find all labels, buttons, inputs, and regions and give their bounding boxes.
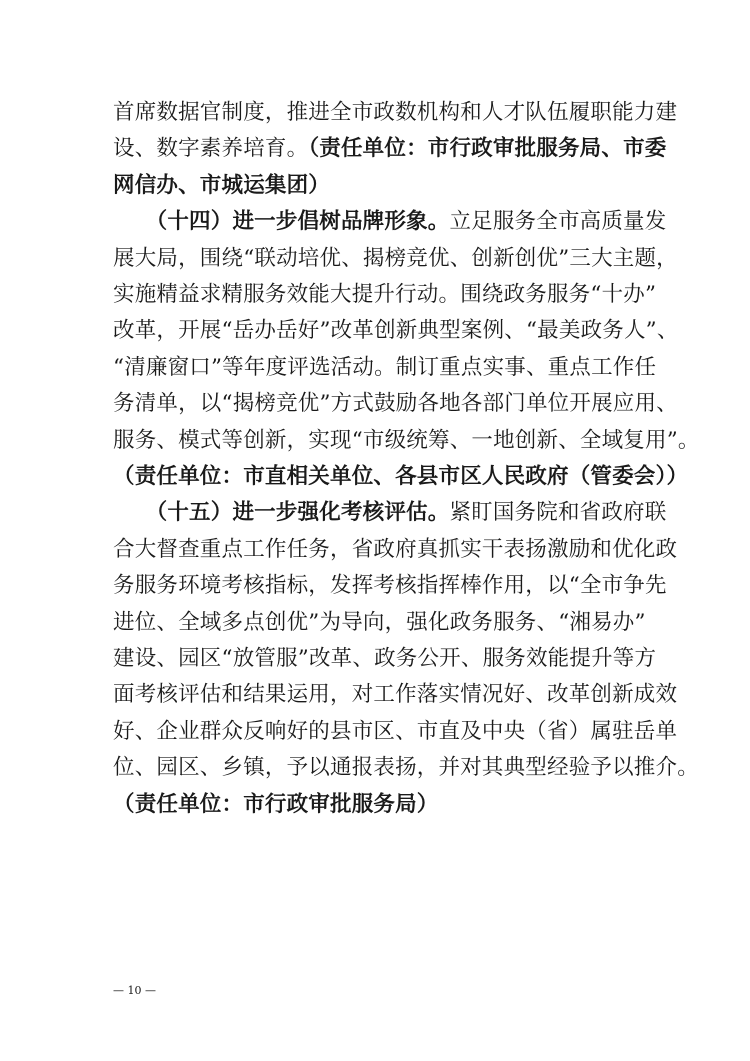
text-run: 合大督查重点工作任务，省政府真抓实干表扬激励和优化政 (113, 536, 678, 562)
text-run: 立足服务全市高质量发 (449, 209, 667, 235)
bold-text-run: （责任单位：市行政审批服务局） (113, 791, 439, 817)
text-line (113, 534, 678, 566)
text-line (113, 243, 678, 275)
text-line (113, 388, 678, 420)
bold-text-run: 网信办、市城运集团） (113, 172, 331, 198)
text-run: 务服务环境考核指标，发挥考核指挥棒作用，以“全市争先 (113, 573, 667, 599)
text-line (113, 570, 667, 602)
text-line (113, 607, 646, 639)
text-line (113, 279, 657, 311)
text-run: 务清单，以“揭榜竞优”方式鼓励各地各部门单位开展应用、 (113, 391, 678, 417)
bold-text-run: （责任单位：市直相关单位、各县市区人民政府（管委会）） (113, 464, 689, 489)
text-line (113, 497, 667, 529)
text-run: 进位、全域多点创优”为导向，强化政务服务、“湘易办” (113, 609, 646, 635)
page-number: — 10 — (113, 984, 156, 997)
text-run: 位、园区、乡镇，予以通报表扬，并对其典型经验予以推介。 (113, 755, 699, 781)
bold-text-run: （十四）进一步倡树品牌形象。 (113, 209, 450, 235)
text-line (113, 170, 643, 202)
text-run: 好、企业群众反响好的县市区、市直及中央（省）属驻岳单 (113, 718, 678, 744)
text-line (113, 789, 643, 821)
text-run: 面考核评估和结果运用，对工作落实情况好、改革创新成效 (113, 682, 678, 708)
text-line (113, 352, 657, 384)
text-line (113, 97, 678, 129)
text-line (113, 461, 689, 493)
text-run: 建设、园区“放管服”改革、政务公开、服务效能提升等方 (113, 646, 657, 671)
text-run: 首席数据官制度，推进全市政数机构和人才队伍履职能力建 (113, 100, 678, 125)
text-line (113, 716, 678, 748)
text-run: “清廉窗口”等年度评选活动。制订重点实事、重点工作任 (113, 354, 657, 380)
text-run: 改革，开展“岳办岳好”改革创新典型案例、“最美政务人”、 (113, 318, 679, 344)
bold-text-run: （责任单位：市行政审批服务局、市委 (308, 136, 667, 162)
text-line (113, 425, 700, 457)
text-run: 紧盯国务院和省政府联 (449, 500, 667, 526)
text-line (113, 752, 699, 784)
text-run: 设、数字素养培育。 (113, 136, 309, 162)
text-line (113, 133, 667, 165)
text-line (113, 315, 679, 347)
text-run: 服务、模式等创新，实现“市级统筹、一地创新、全域复用”。 (113, 427, 700, 453)
bold-text-run: （十五）进一步强化考核评估。 (113, 500, 450, 526)
text-line (113, 643, 657, 675)
text-run: 实施精益求精服务效能大提升行动。围绕政务服务“十办” (113, 282, 657, 307)
text-line (113, 679, 678, 711)
text-line (113, 206, 667, 238)
text-run: 展大局，围绕“联动培优、揭榜竞优、创新创优”三大主题， (113, 245, 678, 271)
